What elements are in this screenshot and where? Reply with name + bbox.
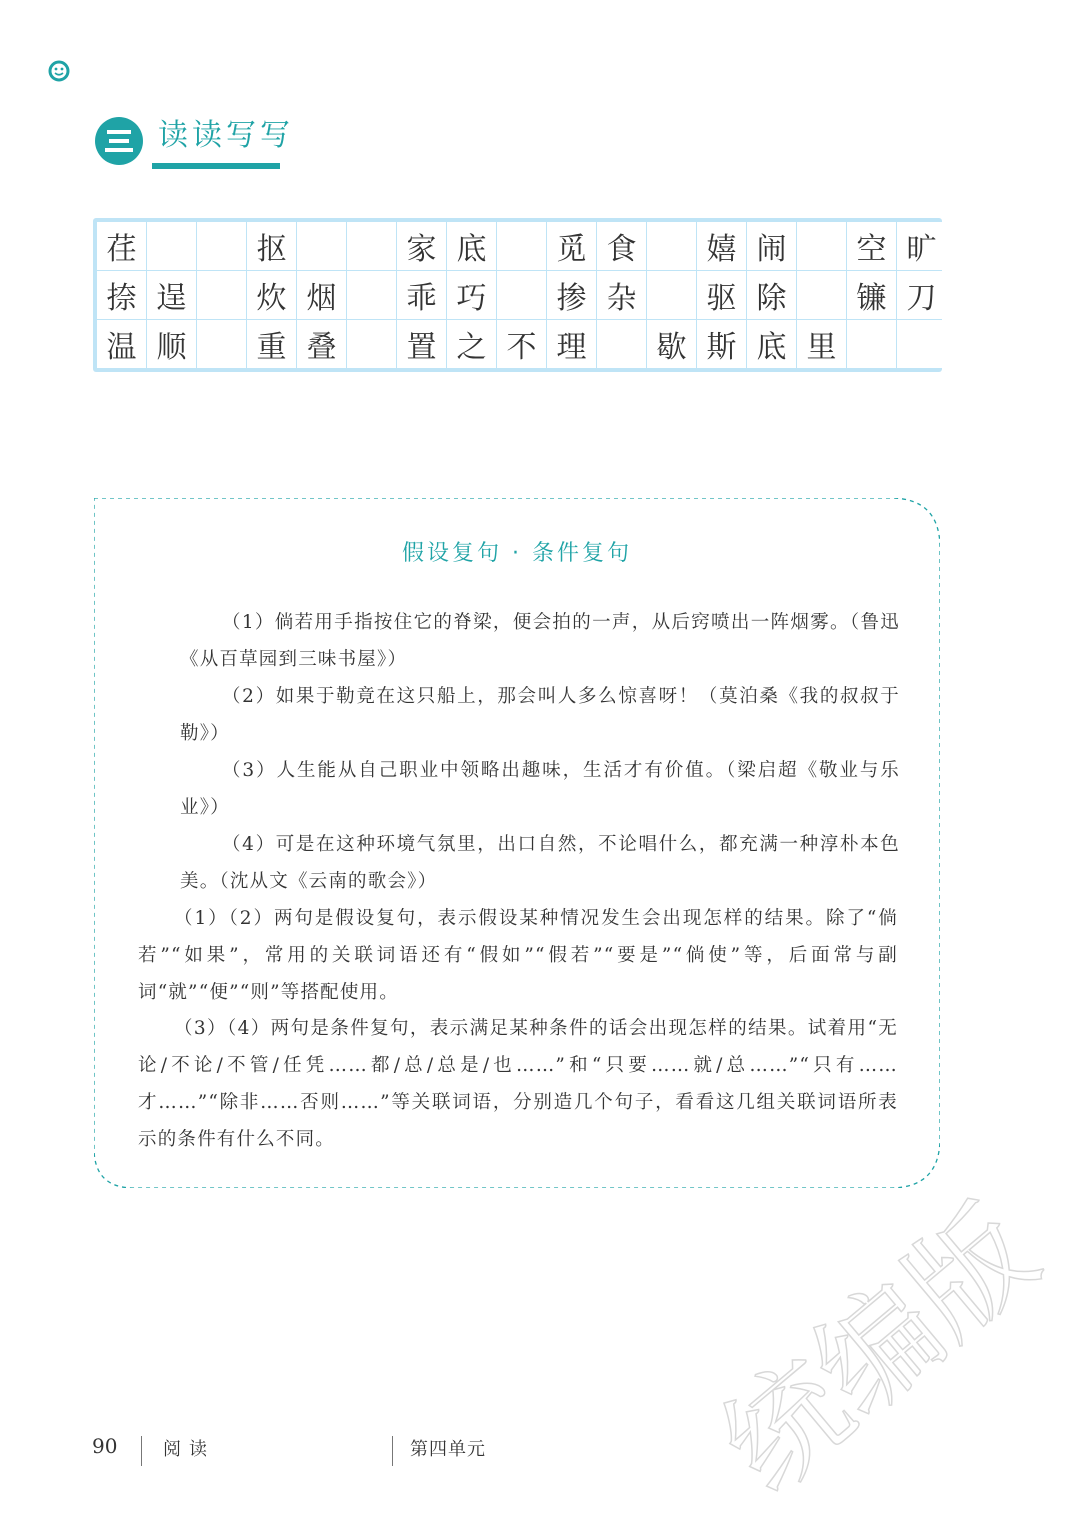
grid-cell: 驱 xyxy=(697,271,746,319)
grid-cell: 镰 xyxy=(847,271,896,319)
smiley-icon xyxy=(48,60,70,82)
watermark-text: 统编版 xyxy=(697,1180,1063,1519)
grid-cell: 乖 xyxy=(397,271,446,319)
grid-cell: 底 xyxy=(447,222,496,270)
example-sentence-1: （1）倘若用手指按住它的脊梁，便会拍的一声，从后窍喷出一阵烟雾。（鲁迅《从百草园到三味书屋》） xyxy=(180,612,900,670)
grid-cell: 叠 xyxy=(297,320,346,368)
example-sentence-4: （4）可是在这种环境气氛里，出口自然，不论唱什么，都充满一种淳朴本色美。（沈从文《云南的歌会》） xyxy=(180,834,900,892)
grid-cell: 闹 xyxy=(747,222,796,270)
section-title-underline xyxy=(152,163,280,169)
grid-cell xyxy=(197,271,246,319)
grid-cell: 之 xyxy=(447,320,496,368)
grid-cell: 置 xyxy=(397,320,446,368)
grid-cell xyxy=(847,320,896,368)
grid-cell: 荏 xyxy=(97,222,146,270)
grid-cell: 里 xyxy=(797,320,846,368)
grid-cell: 逞 xyxy=(147,271,196,319)
word-grid xyxy=(93,218,942,372)
footer-divider xyxy=(392,1436,393,1466)
grid-cell xyxy=(897,320,946,368)
grid-cell: 顺 xyxy=(147,320,196,368)
grid-cell xyxy=(797,271,846,319)
grid-cell: 歇 xyxy=(647,320,696,368)
grid-cell xyxy=(647,271,696,319)
grid-cell: 空 xyxy=(847,222,896,270)
explanation-conditional: （3）（4）两句是条件复句，表示满足某种条件的话会出现怎样的结果。试着用“无论/不论/不管/任凭……都/总/总是/也……”和“只要……就/总……”“只有……才……”“除非……否则……”等关联词语，分别造几个句子，看看这几组关联词语所表示的条件有什么不同。 xyxy=(138,1018,898,1150)
explanation-hypothetical: （1）（2）两句是假设复句，表示假设某种情况发生会出现怎样的结果。除了“倘若”“如果”，常用的关联词语还有“假如”“假若”“要是”“倘使”等，后面常与副词“就”“便”“则”等搭配使用。 xyxy=(138,908,898,1003)
grid-cell: 捺 xyxy=(97,271,146,319)
grid-cell: 杂 xyxy=(597,271,646,319)
footer-unit: 第四单元 xyxy=(410,1439,486,1460)
grid-cell: 炊 xyxy=(247,271,296,319)
grid-cell xyxy=(347,222,396,270)
footer-section: 阅读 xyxy=(163,1439,215,1460)
grid-cell: 斯 xyxy=(697,320,746,368)
grid-cell xyxy=(597,320,646,368)
grid-cell: 掺 xyxy=(547,271,596,319)
grid-cell xyxy=(797,222,846,270)
grammar-box xyxy=(94,498,940,1188)
grid-cell xyxy=(647,222,696,270)
grid-cell: 抠 xyxy=(247,222,296,270)
grid-cell: 家 xyxy=(397,222,446,270)
three-lines-icon xyxy=(94,116,144,166)
grid-cell xyxy=(347,271,396,319)
footer-divider xyxy=(141,1436,142,1466)
example-sentence-2: （2）如果于勒竟在这只船上，那会叫人多么惊喜呀！（莫泊桑《我的叔叔于勒》） xyxy=(180,686,900,744)
grid-cell xyxy=(147,222,196,270)
grid-cell: 嬉 xyxy=(697,222,746,270)
grid-cell: 理 xyxy=(547,320,596,368)
grid-cell: 旷 xyxy=(897,222,946,270)
grid-cell: 除 xyxy=(747,271,796,319)
grid-cell xyxy=(497,222,546,270)
grid-cell xyxy=(197,320,246,368)
grid-cell: 重 xyxy=(247,320,296,368)
grid-cell: 不 xyxy=(497,320,546,368)
grid-cell: 刀 xyxy=(897,271,946,319)
grid-cell: 底 xyxy=(747,320,796,368)
section-title: 读读写写 xyxy=(158,118,294,153)
grid-cell xyxy=(197,222,246,270)
example-sentence-3: （3）人生能从自己职业中领略出趣味，生活才有价值。（梁启超《敬业与乐业》） xyxy=(180,760,900,818)
grid-cell xyxy=(347,320,396,368)
grid-cell xyxy=(497,271,546,319)
watermark xyxy=(680,1150,1080,1526)
page-number: 90 xyxy=(92,1434,118,1458)
grid-cell: 温 xyxy=(97,320,146,368)
box-title: 假设复句 · 条件复句 xyxy=(402,541,632,566)
word-grid-cells xyxy=(97,222,946,368)
grid-cell: 食 xyxy=(597,222,646,270)
grid-cell: 烟 xyxy=(297,271,346,319)
grid-cell: 觅 xyxy=(547,222,596,270)
grid-cell: 巧 xyxy=(447,271,496,319)
grid-cell xyxy=(297,222,346,270)
